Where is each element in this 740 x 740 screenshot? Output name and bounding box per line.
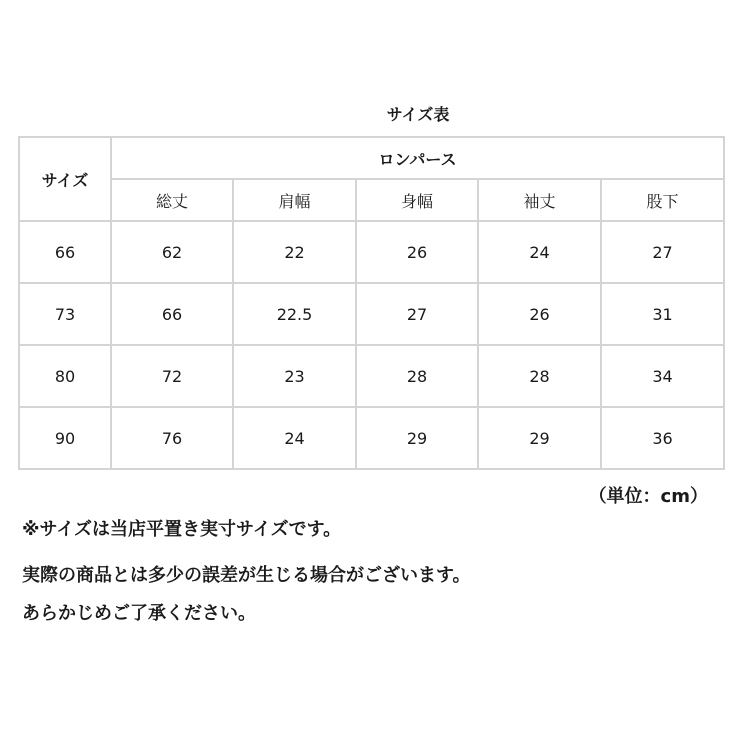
note-line-2: 実際の商品とは多少の誤差が生じる場合がございます。 [22,565,471,586]
table-cell: 28 [356,345,478,407]
column-header-body-width: 身幅 [356,179,478,221]
table-cell: 66 [111,283,233,345]
table-cell: 28 [478,345,601,407]
table-row [19,345,724,407]
size-cell: 66 [19,221,111,283]
table-cell: 76 [111,407,233,469]
column-header-sleeve-length: 袖丈 [478,179,601,221]
table-cell: 72 [111,345,233,407]
table-cell: 27 [601,221,724,283]
table-cell: 22.5 [233,283,356,345]
table-row [19,283,724,345]
table-cell: 27 [356,283,478,345]
table-cell: 26 [356,221,478,283]
table-cell: 23 [233,345,356,407]
column-header-shoulder-width: 肩幅 [233,179,356,221]
table-cell: 22 [233,221,356,283]
size-table [18,136,725,470]
size-column-header: サイズ [19,137,111,221]
note-line-3: あらかじめご了承ください。 [22,603,256,624]
table-header-row [19,137,724,179]
table-cell: 36 [601,407,724,469]
table-cell: 31 [601,283,724,345]
table-cell: 29 [356,407,478,469]
table-cell: 26 [478,283,601,345]
table-cell: 24 [478,221,601,283]
size-cell: 90 [19,407,111,469]
table-cell: 24 [233,407,356,469]
size-cell: 80 [19,345,111,407]
table-cell: 62 [111,221,233,283]
note-line-1: ※サイズは当店平置き実寸サイズです。 [22,519,342,540]
unit-label: （単位：cm） [588,486,708,507]
size-cell: 73 [19,283,111,345]
table-row [19,407,724,469]
table-subheader-row [19,179,724,221]
table-row [19,221,724,283]
table-cell: 29 [478,407,601,469]
column-header-total-length: 総丈 [111,179,233,221]
table-cell: 34 [601,345,724,407]
column-header-inseam: 股下 [601,179,724,221]
romper-group-header: ロンパース [111,137,724,179]
size-chart-title: サイズ表 [386,105,450,124]
